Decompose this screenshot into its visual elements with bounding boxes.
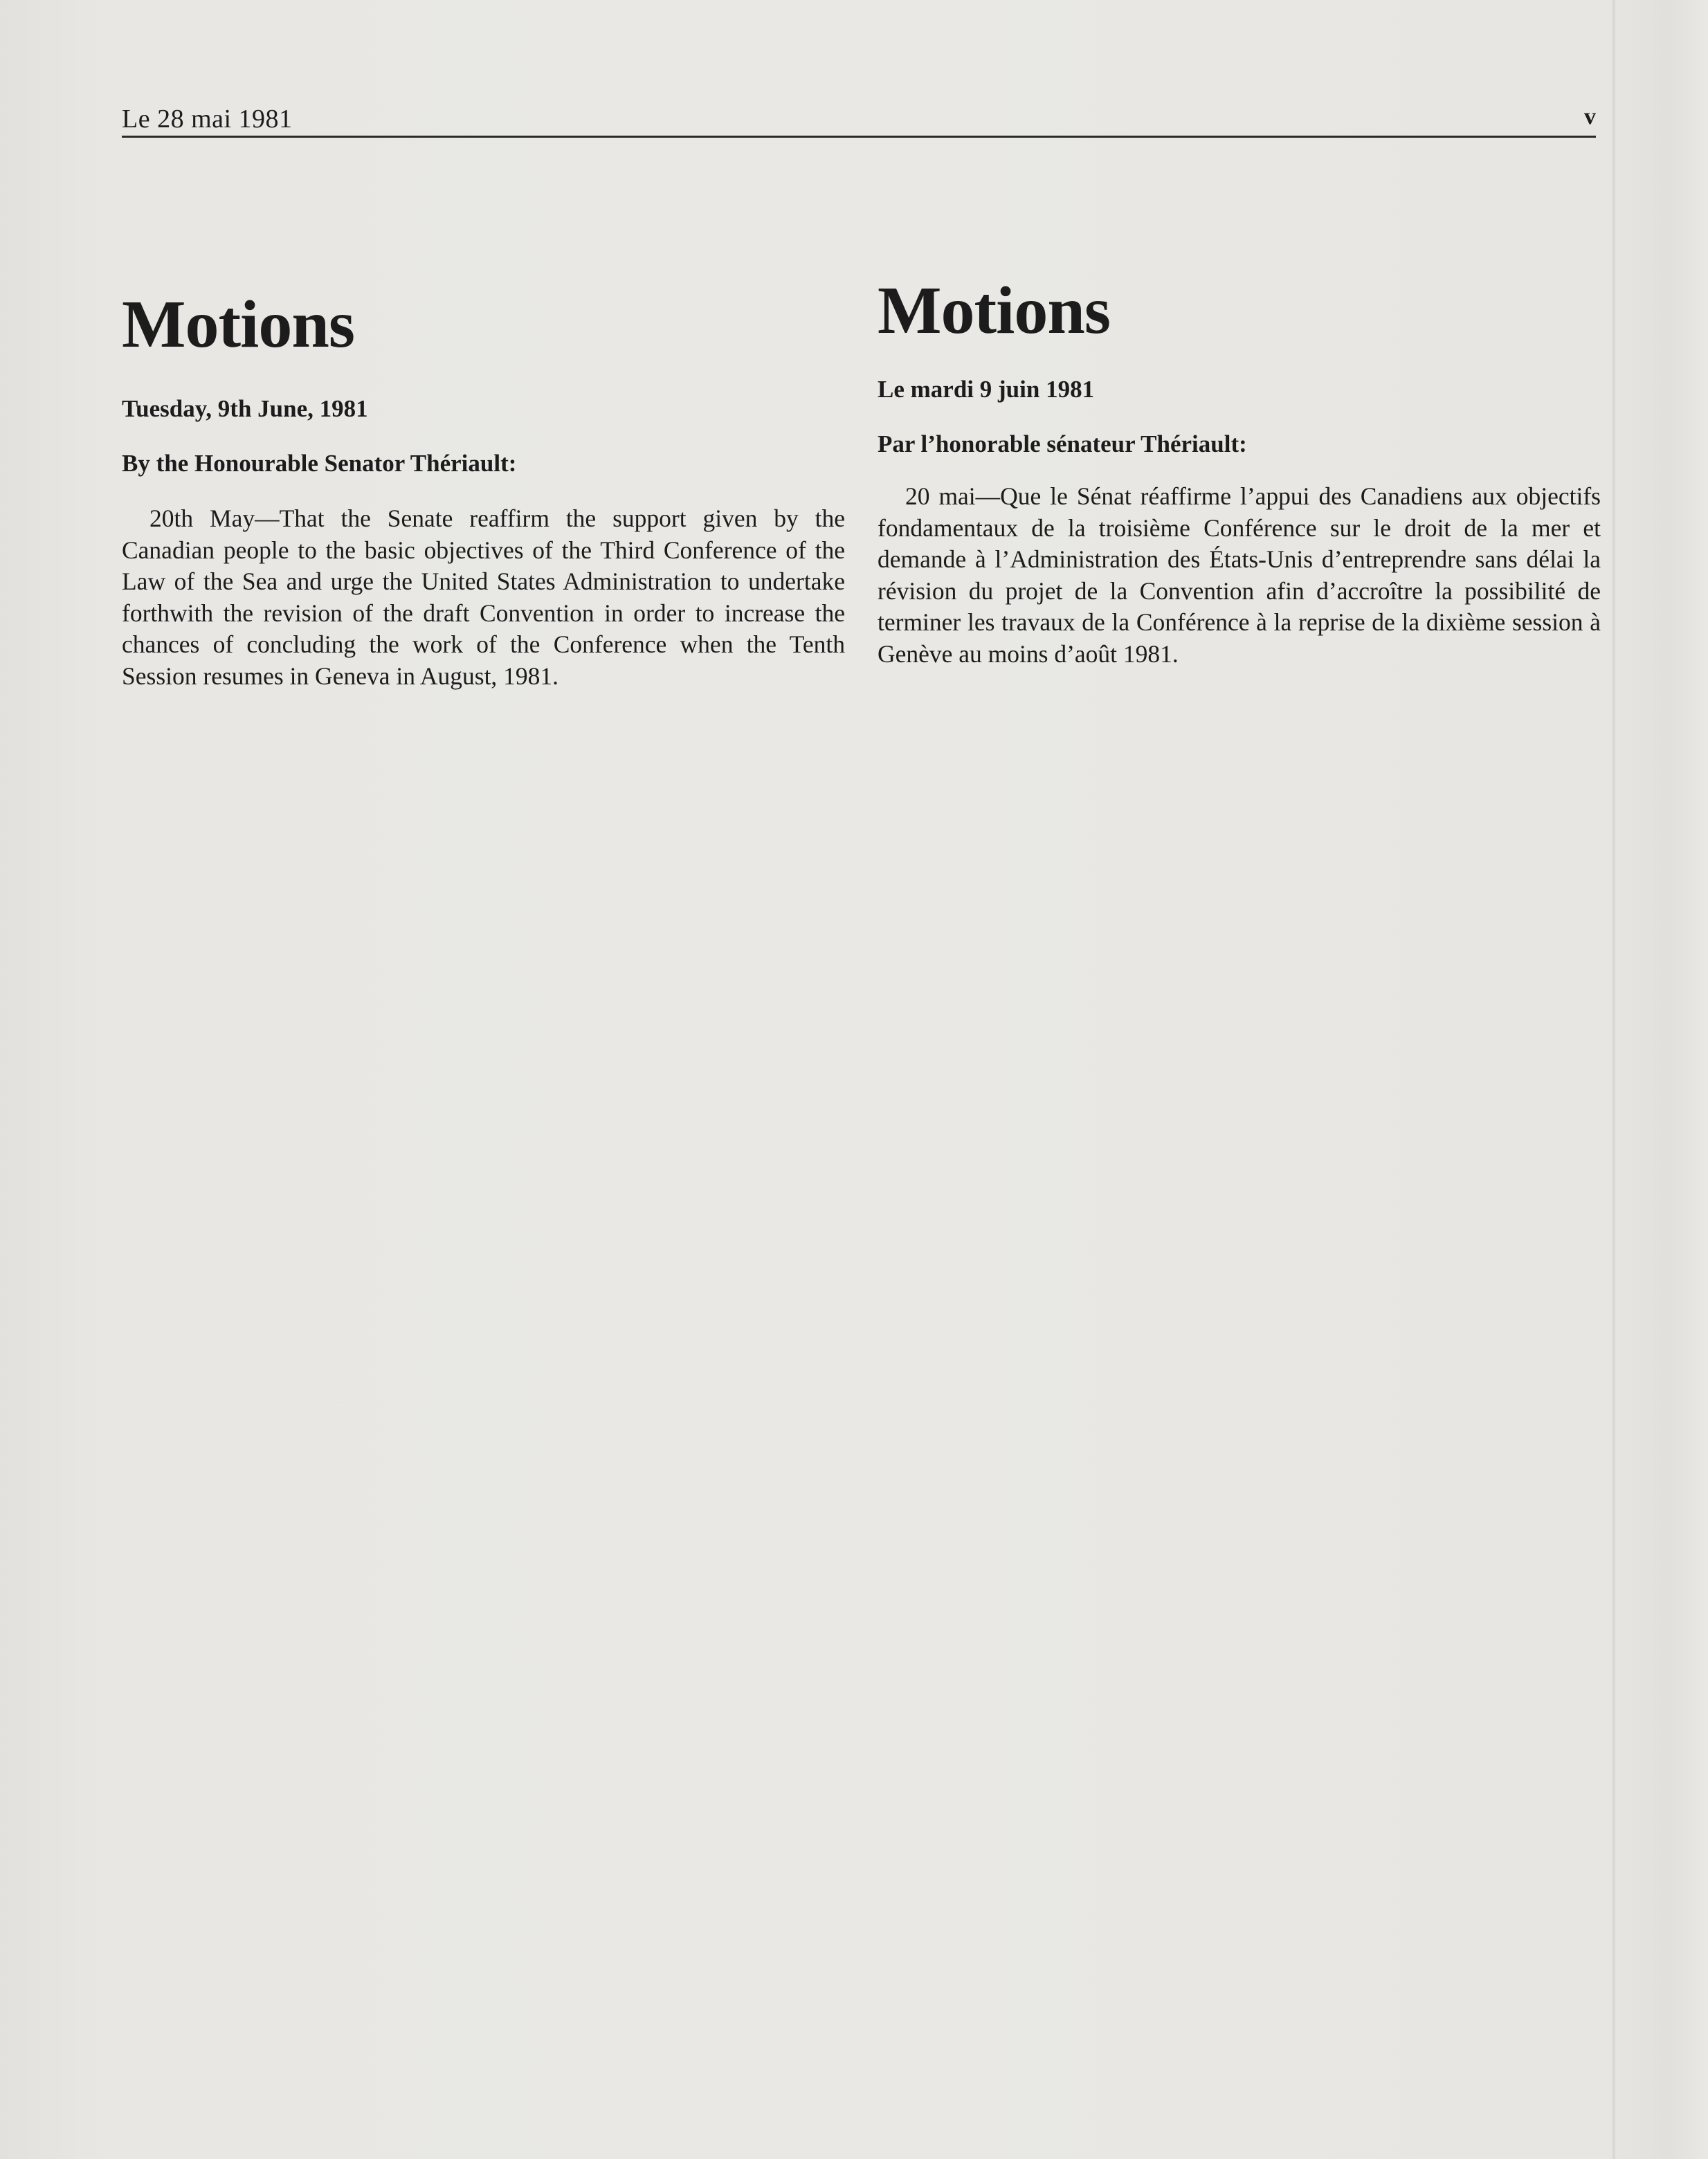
english-column [122, 287, 845, 717]
page-fold-line [1612, 0, 1615, 2159]
motion-text-french: 20 mai—Que le Sénat réaffirme l’appui des Canadiens aux objectifs fondamentaux de la troisième Conférence sur le droit de la mer et demande à l’Administration des États-Unis d’entreprendre sans délai la révision du projet de la Convention afin d’accroître la possibilité de terminer les travaux de la Conférence à la reprise de la dixième session à Genève au moins d’août 1981. [878, 482, 1601, 668]
sitting-date-french: Le mardi 9 juin 1981 [878, 376, 1095, 403]
header-date: Le 28 mai 1981 [122, 104, 293, 134]
section-title-english: Motions [122, 287, 354, 362]
running-header [122, 102, 1596, 138]
sitting-date-english: Tuesday, 9th June, 1981 [122, 395, 368, 422]
page-number: v [1584, 104, 1596, 129]
mover-french: Par l’honorable sénateur Thériault: [878, 430, 1247, 457]
mover-english: By the Honourable Senator Thériault: [122, 449, 517, 477]
french-column [878, 273, 1601, 695]
page-edge-shadow [1666, 0, 1708, 2159]
section-title-french: Motions [878, 273, 1110, 348]
motion-text-english: 20th May—That the Senate reaffirm the support given by the Canadian people to the basic objectives of the Third Conference of the Law of the Sea and urge the United States Administration to undertake forthwith the revision of the draft Convention in order to increase the chances of concluding the work of the Conference when the Tenth Session resumes in Geneva in August, 1981. [122, 504, 845, 690]
